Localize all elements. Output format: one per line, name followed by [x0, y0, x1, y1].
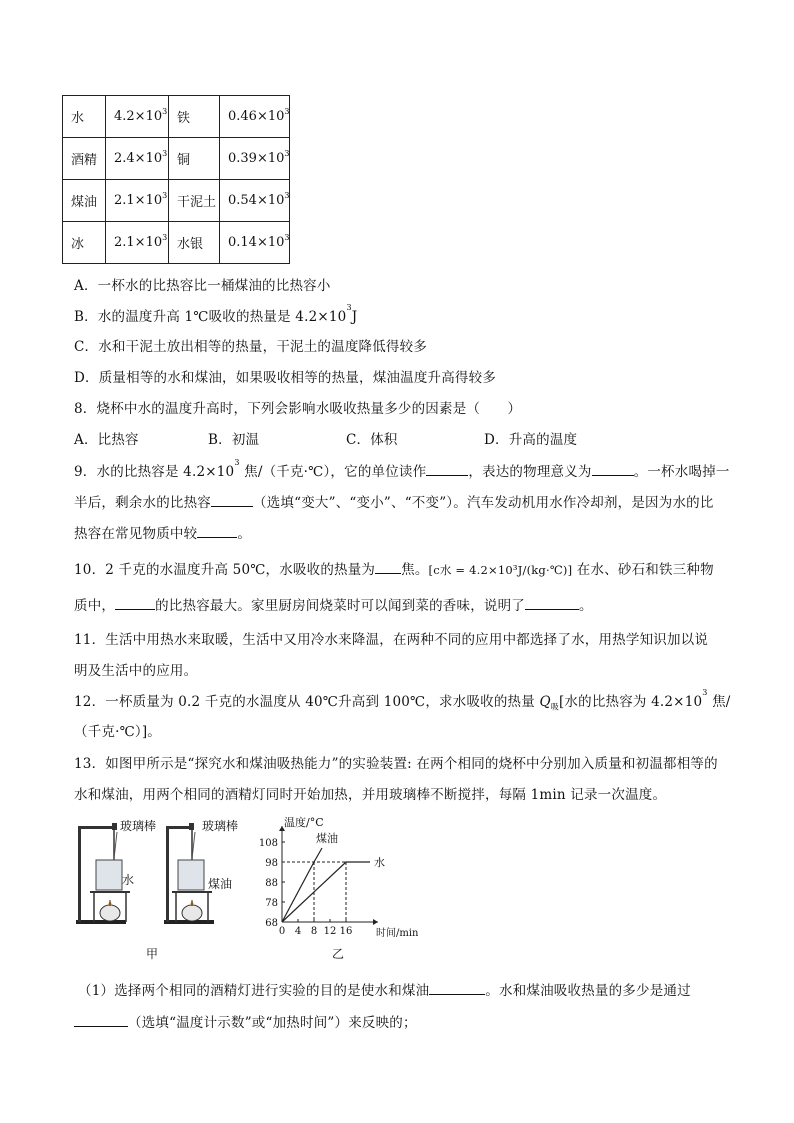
- q9-line-3: 热容在常见物质中较 。: [74, 526, 252, 542]
- substance-name-cell: 水: [63, 96, 106, 138]
- specific-heat-table: [62, 95, 290, 264]
- q8-stem: 8．烧杯中水的温度升高时，下列会影响水吸收热量多少的因素是（ ）: [74, 401, 522, 417]
- answer-blank[interactable]: [525, 597, 579, 610]
- x-tick-label: 0: [278, 926, 286, 937]
- q8-option-b: B．初温: [208, 432, 260, 448]
- q13-line-1: 13．如图甲所示是“探究水和煤油吸热能力”的实验装置: 在两个相同的烧杯中分别加入质量和初温都相等的: [74, 756, 718, 772]
- q7-option-a: A．一杯水的比热容比一桶煤油的比热容小: [74, 278, 331, 294]
- q8-option-c: C．体积: [346, 432, 398, 448]
- series-line: [282, 862, 370, 922]
- x-tick-label: 16: [339, 926, 353, 937]
- q13-sub1-line-2: （选填“温度计示数”或“加热时间”）来反映的；: [74, 1011, 417, 1031]
- rod-label-1: 玻璃棒: [120, 819, 157, 833]
- specific-heat-value-cell: $2.1\times 10^3$: [106, 180, 169, 222]
- substance-name-cell: 冰: [63, 222, 106, 264]
- q12-line-1: 12．一杯质量为 0.2 千克的水温度从 40℃升高到 100℃，求水吸收的热量 $Q_吸$[水的比热容为 $4.2\times 10^3$ 焦/: [74, 688, 731, 712]
- q11-line-2: 明及生活中的应用。: [74, 663, 198, 679]
- q10-line-2: 质中， 的比热容最大。家里厨房间烧菜时可以闻到菜的香味，说明了 。: [74, 598, 593, 614]
- specific-heat-value-cell: $2.4\times 10^3$: [106, 138, 169, 180]
- specific-heat-value-cell: $4.2\times 10^3$: [106, 96, 169, 138]
- q9-line-1: 9．水的比热容是 $4.2\times 10^3$ 焦/（千克·℃），它的单位读作 ，表达的物理意义为 。一杯水喝掉一: [74, 458, 730, 480]
- answer-blank[interactable]: [375, 561, 401, 574]
- q7-option-d: D．质量相等的水和煤油，如果吸收相等的热量，煤油温度升高得较多: [74, 370, 497, 386]
- q10-line-1: 10．2 千克的水温度升高 50℃，水吸收的热量为 焦。[c水 = 4.2×10³J/(kg·℃)] 在水、砂石和铁三种物: [74, 562, 714, 578]
- experiment-figure: [68, 812, 418, 962]
- y-tick-label: 68: [265, 918, 278, 929]
- y-tick-label: 98: [265, 858, 278, 869]
- answer-blank[interactable]: [211, 494, 253, 507]
- x-tick-label: 12: [323, 926, 337, 937]
- table-row: [63, 96, 290, 138]
- x-tick-label: 4: [294, 926, 302, 937]
- substance-name-cell: 酒精: [63, 138, 106, 180]
- q8-option-a: A．比热容: [74, 432, 139, 448]
- liquid-label-kerosene: 煤油: [208, 877, 233, 891]
- answer-blank[interactable]: [592, 463, 634, 476]
- specific-heat-value-cell: $0.14\times 10^3$: [220, 222, 290, 264]
- table-row: [63, 138, 290, 180]
- y-tick-label: 78: [265, 898, 278, 909]
- table-row: [63, 222, 290, 264]
- answer-blank[interactable]: [197, 525, 237, 538]
- answer-blank[interactable]: [426, 463, 468, 476]
- q8-options: [74, 428, 577, 448]
- liquid-label-water: 水: [122, 873, 135, 887]
- experiment-figure-svg: [68, 812, 418, 962]
- series-label: 水: [374, 856, 385, 869]
- answer-blank[interactable]: [74, 1014, 128, 1027]
- figure-label-jia: 甲: [146, 947, 159, 961]
- substance-name-cell: 铁: [169, 96, 220, 138]
- y-tick-label: 88: [265, 878, 278, 889]
- q9-line-2: 半后，剩余水的比热容 （选填“变大”、“变小”、“不变”）。汽车发动机用水作冷却剂，是因为水的比: [74, 495, 714, 511]
- table-row: [63, 180, 290, 222]
- specific-heat-value-cell: $0.54\times 10^3$: [220, 180, 290, 222]
- temperature-chart: [259, 815, 418, 939]
- q7-option-b: B．水的温度升高 1℃吸收的热量是 $4.2\times 10^3J$: [74, 303, 358, 325]
- substance-name-cell: 铜: [169, 138, 220, 180]
- substance-name-cell: 干泥土: [169, 180, 220, 222]
- y-tick-label: 108: [258, 838, 278, 849]
- substance-name-cell: 水银: [169, 222, 220, 264]
- q13-line-2: 水和煤油，用两个相同的酒精灯同时开始加热，并用玻璃棒不断搅拌，每隔 1min 记录一次温度。: [74, 787, 667, 803]
- x-axis-arrow: [373, 919, 378, 925]
- answer-blank[interactable]: [115, 597, 155, 610]
- rod-label-2: 玻璃棒: [202, 819, 239, 833]
- figure-label-yi: 乙: [332, 947, 345, 961]
- apparatus-kerosene: [164, 823, 214, 924]
- series-line: [282, 848, 322, 922]
- answer-blank[interactable]: [429, 982, 485, 995]
- x-tick-label: 8: [310, 926, 318, 937]
- substance-name-cell: 煤油: [63, 180, 106, 222]
- q13-sub1-line-1: （1）选择两个相同的酒精灯进行实验的目的是使水和煤油 。水和煤油吸收热量的多少是通过: [78, 983, 691, 999]
- series-label: 煤油: [316, 832, 338, 845]
- q7-option-c: C．水和干泥土放出相等的热量，干泥土的温度降低得较多: [74, 339, 428, 355]
- y-axis-label: 温度/°C: [284, 816, 324, 829]
- specific-heat-value-cell: $0.46\times 10^3$: [220, 96, 290, 138]
- q8-option-d: D．升高的温度: [484, 432, 578, 448]
- q11-line-1: 11．生活中用热水来取暖，生活中又用冷水来降温，在两种不同的应用中都选择了水，用热学知识加以说: [74, 632, 709, 648]
- x-axis-label: 时间/min: [376, 928, 418, 939]
- q10-formula: [c水 = 4.2×10³J/(kg·℃)]: [428, 563, 573, 577]
- specific-heat-value-cell: $0.39\times 10^3$: [220, 138, 290, 180]
- specific-heat-value-cell: $2.1\times 10^3$: [106, 222, 169, 264]
- q12-line-2: （千克·℃）]。: [74, 724, 162, 740]
